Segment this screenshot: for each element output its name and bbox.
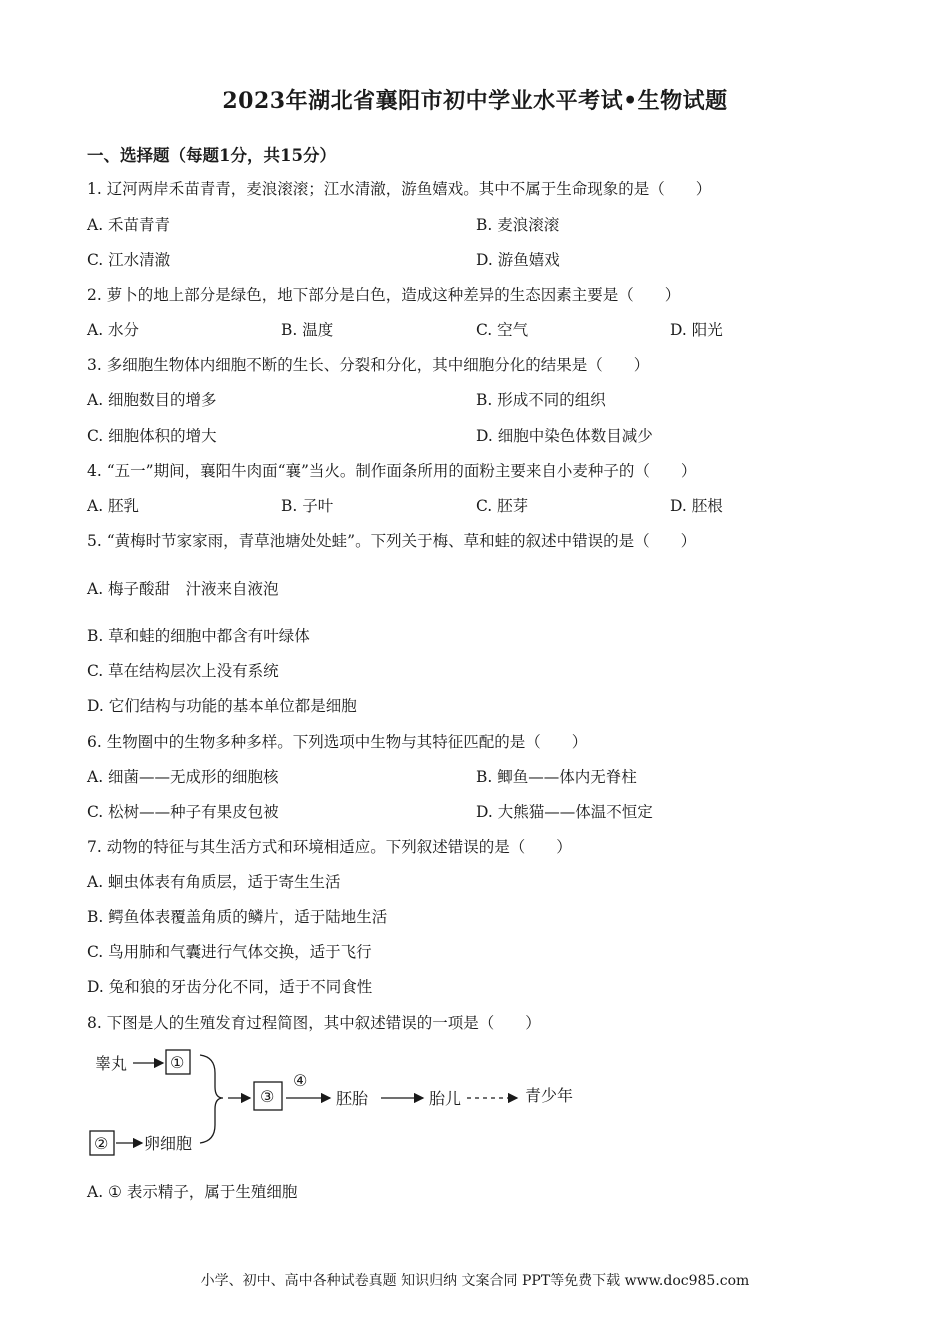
embryo-label: 胚胎 xyxy=(336,1089,369,1108)
reproduction-diagram xyxy=(87,1043,607,1168)
question-6-option-a: A. 细菌——无成形的细胞核 xyxy=(87,768,279,786)
merge-brace xyxy=(200,1055,223,1143)
question-2-option-a: A. 水分 xyxy=(87,321,140,339)
question-3-stem: 3. 多细胞生物体内细胞不断的生长、分裂和分化，其中细胞分化的结果是（ ） xyxy=(87,356,650,374)
question-5-option-d: D. 它们结构与功能的基本单位都是细胞 xyxy=(87,697,357,715)
question-1-option-a: A. 禾苗青青 xyxy=(87,216,171,234)
question-3-option-b: B. 形成不同的组织 xyxy=(476,391,606,409)
question-3-option-c: C. 细胞体积的增大 xyxy=(87,427,217,445)
question-2-option-d: D. 阳光 xyxy=(670,321,723,339)
youth-label: 青少年 xyxy=(525,1086,574,1105)
question-4-stem: 4. “五一”期间，襄阳牛肉面“襄”当火。制作面条所用的面粉主要来自小麦种子的（ ） xyxy=(87,462,697,480)
page-title: 2023年湖北省襄阳市初中学业水平考试•生物试题 xyxy=(222,88,728,114)
egg-label: 卵细胞 xyxy=(144,1134,193,1153)
question-1-option-c: C. 江水清澈 xyxy=(87,251,171,269)
testis-label: 睾丸 xyxy=(95,1054,128,1073)
question-5-option-a: A. 梅子酸甜 汁液来自液泡 xyxy=(87,580,279,598)
question-6-option-c: C. 松树——种子有果皮包被 xyxy=(87,803,279,821)
question-5-option-b: B. 草和蛙的细胞中都含有叶绿体 xyxy=(87,627,310,645)
question-5-stem: 5. “黄梅时节家家雨，青草池塘处处蛙”。下列关于梅、草和蛙的叙述中错误的是（ ） xyxy=(87,532,697,550)
question-7-option-b: B. 鳄鱼体表覆盖角质的鳞片，适于陆地生活 xyxy=(87,908,388,926)
question-4-option-d: D. 胚根 xyxy=(670,497,723,515)
question-2-option-c: C. 空气 xyxy=(476,321,529,339)
question-3-option-d: D. 细胞中染色体数目减少 xyxy=(476,427,653,445)
question-7-stem: 7. 动物的特征与其生活方式和环境相适应。下列叙述错误的是（ ） xyxy=(87,838,572,856)
box-3-label: ③ xyxy=(260,1087,275,1106)
question-7-option-c: C. 鸟用肺和气囊进行气体交换，适于飞行 xyxy=(87,943,372,961)
question-4-option-a: A. 胚乳 xyxy=(87,497,140,515)
question-4-option-c: C. 胚芽 xyxy=(476,497,529,515)
question-6-stem: 6. 生物圈中的生物多种多样。下列选项中生物与其特征匹配的是（ ） xyxy=(87,733,588,751)
question-6-option-d: D. 大熊猫——体温不恒定 xyxy=(476,803,653,821)
question-4-option-b: B. 子叶 xyxy=(281,497,334,515)
question-1-option-d: D. 游鱼嬉戏 xyxy=(476,251,560,269)
page-footer: 小学、初中、高中各种试卷真题 知识归纳 文案合同 PPT等免费下载 www.doc985.com xyxy=(200,1273,750,1289)
question-5-option-c: C. 草在结构层次上没有系统 xyxy=(87,662,279,680)
question-7-option-a: A. 蛔虫体表有角质层，适于寄生生活 xyxy=(87,873,341,891)
step-4-label: ④ xyxy=(293,1071,308,1090)
section-heading: 一、选择题（每题1分，共15分） xyxy=(87,146,336,165)
fetus-label: 胎儿 xyxy=(429,1089,462,1108)
question-3-option-a: A. 细胞数目的增多 xyxy=(87,391,217,409)
question-8-stem: 8. 下图是人的生殖发育过程简图，其中叙述错误的一项是（ ） xyxy=(87,1014,541,1032)
question-7-option-d: D. 兔和狼的牙齿分化不同，适于不同食性 xyxy=(87,978,373,996)
question-2-stem: 2. 萝卜的地上部分是绿色，地下部分是白色，造成这种差异的生态因素主要是（ ） xyxy=(87,286,681,304)
box-1-label: ① xyxy=(170,1053,185,1072)
question-2-option-b: B. 温度 xyxy=(281,321,334,339)
question-8-option-a: A. ① 表示精子，属于生殖细胞 xyxy=(87,1183,298,1201)
question-1-stem: 1. 辽河两岸禾苗青青，麦浪滚滚；江水清澈，游鱼嬉戏。其中不属于生命现象的是（ ） xyxy=(87,180,712,198)
question-1-option-b: B. 麦浪滚滚 xyxy=(476,216,560,234)
question-6-option-b: B. 鲫鱼——体内无脊柱 xyxy=(476,768,637,786)
box-2-label: ② xyxy=(94,1134,109,1153)
